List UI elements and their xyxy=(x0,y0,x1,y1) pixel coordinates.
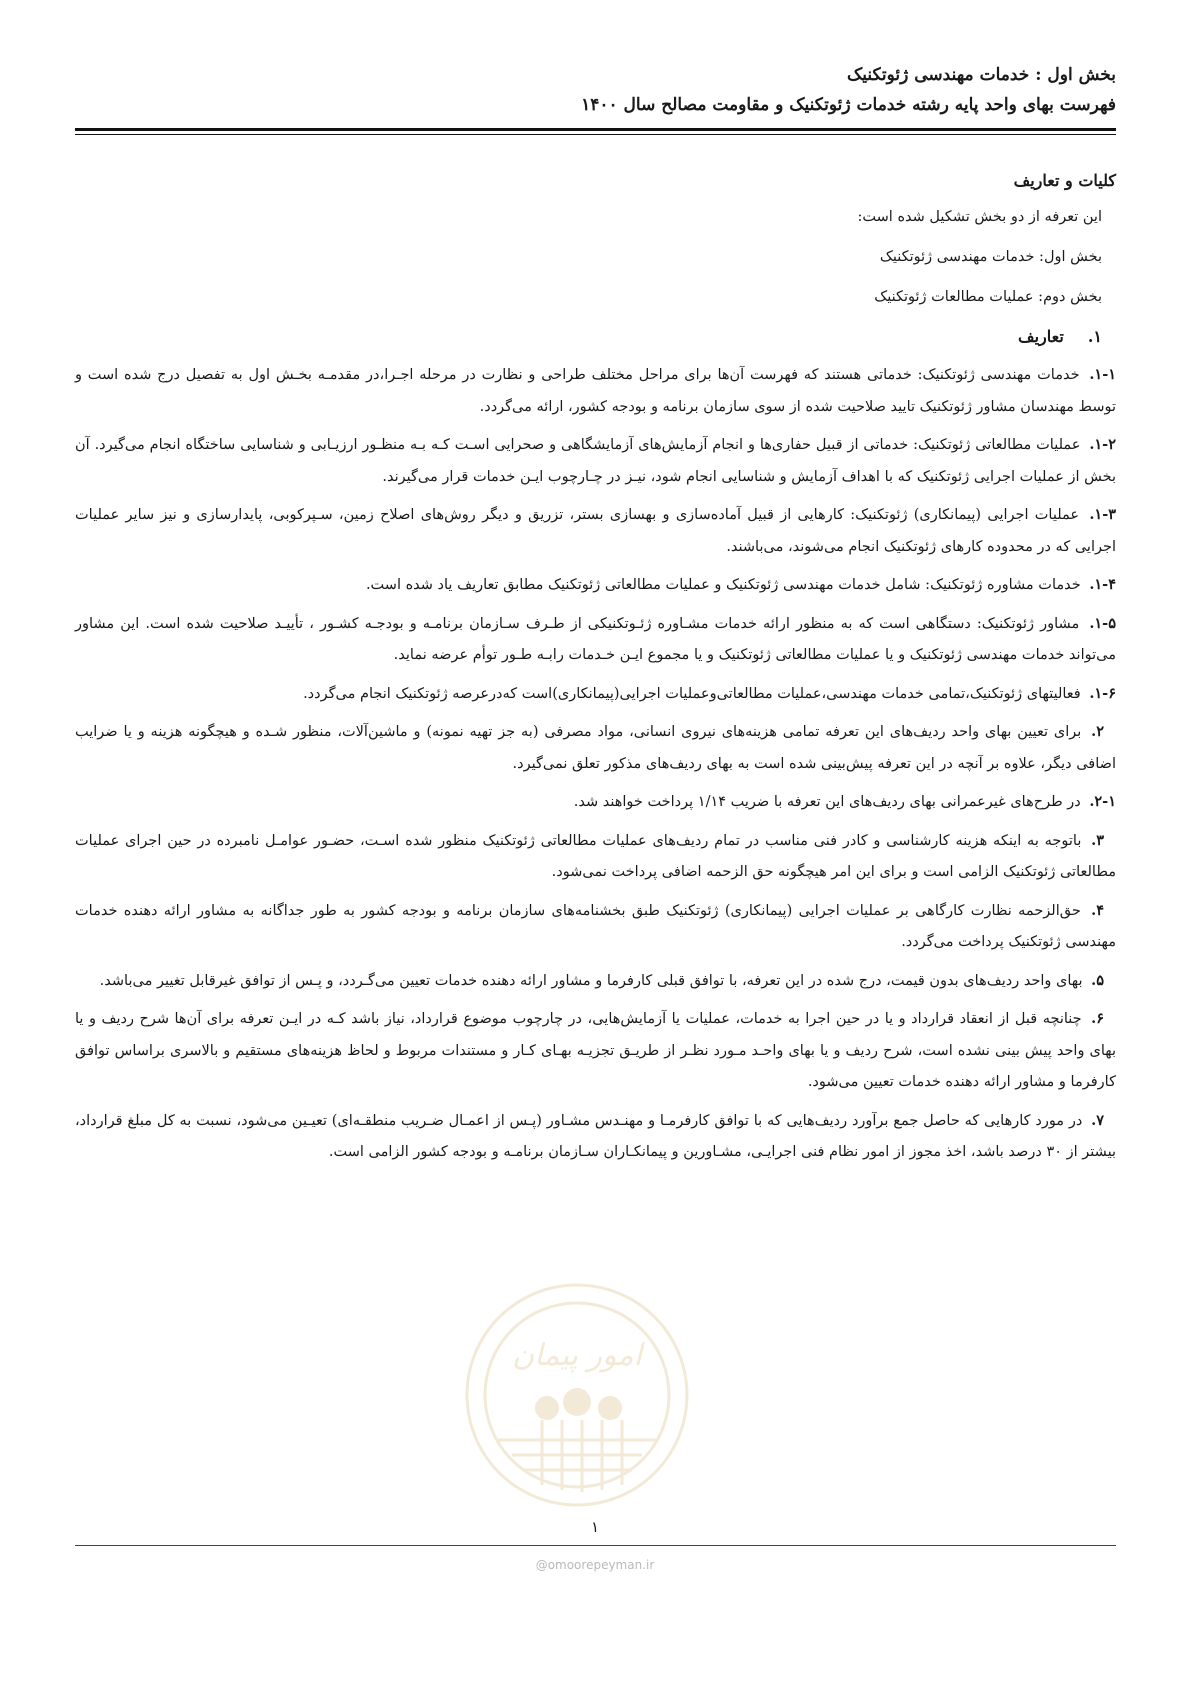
page-header xyxy=(75,60,1116,120)
clause-1-3 xyxy=(75,499,1116,563)
clause-text: برای تعیین بهای واحد ردیف‌های این تعرفه تمامی هزینه‌های نیروی انسانی، مواد مصرفی (به جز تهیه نمونه) و ماشین‌آلات، منظور شـده و هیچگونه هزینه و یا ضرایب اضافی دیگر، علاوه بر آنچه در این تعرفه پیش‌بینی شده است به بهای ردیف‌های مذکور تعلق نمی‌گیرد. xyxy=(75,724,1116,772)
intro-line: این تعرفه از دو بخش تشکیل شده است: xyxy=(857,209,1102,225)
watermark-logo-text: امور پیمان xyxy=(512,1338,642,1373)
definitions-number: ۱. xyxy=(1087,327,1102,346)
clause-6 xyxy=(75,1003,1116,1099)
definitions-heading xyxy=(75,319,1116,355)
clause-text: در مورد کارهایی که حاصل جمع برآورد ردیف‌هایی که با توافق کارفرمـا و مهنـدس مشـاور (پـس از اعمـال ضـریب منطقـه‌ای) تعیـین می‌شود، نسبت به کل مبلغ قرارداد، بیشتر از ۳۰ درصد باشد، اخذ مجوز از امور نظام فنی اجرایـی، مشـاورین و پیمانکـاران سـازمان برنامـه و بودجه کشور الزامی است. xyxy=(75,1112,1116,1160)
header-section-title: بخش اول : خدمات مهندسی ژئوتکنیک xyxy=(847,65,1116,85)
clause-1-1 xyxy=(75,359,1116,423)
intro-line: بخش اول: خدمات مهندسی ژئوتکنیک xyxy=(879,249,1102,265)
clause-text: در طرح‌های غیرعمرانی بهای ردیف‌های این تعرفه با ضریب ۱/۱۴ پرداخت خواهند شد. xyxy=(573,794,1081,810)
clause-1-4 xyxy=(75,569,1116,602)
clause-3 xyxy=(75,825,1116,889)
clause-2-1 xyxy=(75,786,1116,819)
clause-text: فعالیتهای ژئوتکنیک،تمامی خدمات مهندسی،عملیات مطالعاتی‌وعملیات اجرایی(پیمانکاری)است که‌درعرصه ژئوتکنیک انجام می‌گردد. xyxy=(303,685,1081,702)
clause-text: حق‌الزحمه نظارت کارگاهی بر عملیات اجرایی (پیمانکاری) ژئوتکنیک طبق بخشنامه‌های سازمان برنامه و بودجه کشور به طور جداگانه به مشاور ارائه دهنده خدمات مهندسی ژئوتکنیک پرداخت می‌گردد. xyxy=(75,902,1116,950)
general-title: کلیات و تعاریف xyxy=(1013,171,1116,190)
clause-number: ۱-۵. xyxy=(1089,614,1116,632)
clause-number: ۵. xyxy=(1091,971,1104,989)
clause-number: ۱-۴. xyxy=(1089,576,1116,593)
clause-number: ۱-۲. xyxy=(1089,436,1116,453)
clause-number: ۱-۱. xyxy=(1089,366,1117,383)
clause-text: عملیات مطالعاتی ژئوتکنیک: خدماتی از قبیل حفاری‌ها و انجام آزمایش‌های آزمایشگاهی و صحرایی اسـت کـه بـه منظـور ارزیـابی و شناسایی ساختگاه انجام می‌گیرد. آن بخش از عملیات اجرایی ژئوتکنیک که با اهداف آزمایش و شناسایی انجام شود، نیـز در چـارچوب ایـن خدمات قرار می‌گیرند. xyxy=(75,437,1116,485)
clause-4 xyxy=(75,895,1116,959)
clause-number: ۲-۱. xyxy=(1089,793,1116,810)
clause-text: خدمات مهندسی ژئوتکنیک: خدماتی هستند که فهرست آن‌ها برای مراحل مختلف طراحی و نظارت در مرحله اجـرا،در مقدمـه بخـش اول به تفصیل درج شده است و توسط مهندسان مشاور ژئوتکنیک تایید صلاحیت شده از سوی سازمان برنامه و بودجه کشور، ارائه می‌گردد. xyxy=(75,367,1116,415)
clause-1-5 xyxy=(75,608,1116,672)
clause-number: ۶. xyxy=(1091,1010,1104,1027)
intro-line: بخش دوم: عملیات مطالعات ژئوتکنیک xyxy=(874,289,1102,305)
footer-rule xyxy=(75,1545,1116,1546)
document-body xyxy=(75,165,1116,1175)
clause-1-2 xyxy=(75,429,1116,493)
clause-number: ۳. xyxy=(1091,831,1104,849)
clause-7 xyxy=(75,1105,1116,1169)
clause-1-6 xyxy=(75,678,1116,711)
clause-text: بهای واحد ردیف‌های بدون قیمت، درج شده در این تعرفه، با توافق قبلی کارفرما و مشاور ارائه دهنده خدمات تعیین می‌گـردد، و پـس از توافق غیرقابل تغییر می‌باشد. xyxy=(99,972,1083,989)
clause-text: چنانچه قبل از انعقاد قرارداد و یا در حین اجرا به خدمات، عملیات یا آزمایش‌هایی، در چارچوب موضوع قرارداد، نیاز باشد کـه در ایـن تعرفه برای آن‌ها شرح ردیف و یا بهای واحد پیش بینی نشده است، شرح ردیف و یا بهای واحـد مـورد نظـر از طریـق تجزیـه بهـای کـار و مستندات مربوط و لحاظ هزینه‌های مستقیم و بالاسری براساس توافق کارفرما و مشاور ارائه دهنده خدمات تعیین می‌شود. xyxy=(75,1011,1116,1090)
clause-text: عملیات اجرایی (پیمانکاری) ژئوتکنیک: کارهایی از قبیل آماده‌سازی و بهسازی بستر، تزریق و دیگر روش‌های اصلاح زمین، سـپرکوبی، پایدارسازی و نیز سایر عملیات اجرایی که در محدوده کارهای ژئوتکنیک انجام می‌شوند، می‌باشند. xyxy=(75,507,1116,555)
clause-number: ۷. xyxy=(1091,1111,1104,1129)
clause-5 xyxy=(75,965,1116,998)
page-number: ۱ xyxy=(590,1518,600,1536)
header-rule-thin xyxy=(75,134,1116,135)
gear-seal-icon xyxy=(452,1270,702,1520)
clause-number: ۱-۶. xyxy=(1089,684,1116,702)
clause-text: خدمات مشاوره ژئوتکنیک: شامل خدمات مهندسی ژئوتکنیک و عملیات مطالعاتی ژئوتکنیک مطابق تعاریف یاد شده است. xyxy=(365,577,1081,593)
footer-website-link[interactable]: @omoorepeyman.ir xyxy=(535,1558,655,1572)
header-document-title: فهرست بهای واحد پایه رشته خدمات ژئوتکنیک و مقاومت مصالح سال ۱۴۰۰ xyxy=(581,95,1116,115)
clause-number: ۲. xyxy=(1091,723,1104,740)
clause-number: ۴. xyxy=(1091,901,1104,919)
clause-text: باتوجه به اینکه هزینه کارشناسی و کادر فنی مناسب در تمام ردیف‌های عملیات مطالعاتی ژئوتکنیک منظور شده اسـت، حضـور عوامـل نامبرده در حین اجرای عملیات مطالعاتی ژئوتکنیک الزامی است و برای این امر هیچگونه حق الزحمه اضافی پرداخت نمی‌شود. xyxy=(75,832,1116,880)
definitions-title: تعاریف xyxy=(1018,327,1064,346)
clause-number: ۱-۳. xyxy=(1089,506,1117,523)
clause-2 xyxy=(75,716,1116,780)
clause-text: مشاور ژئوتکنیک: دستگاهی است که به منظور ارائه خدمات مشـاوره ژئـوتکنیکی از طـرف سـازمان برنامـه و بودجـه کشـور ، تأییـد صلاحیت شده است. این مشاور می‌تواند خدمات مهندسی ژئوتکنیک و یا عملیات مطالعاتی ژئوتکنیک و یا مجموع ایـن خـدمات رابـه طـور توأم عرضه نماید. xyxy=(75,615,1116,663)
watermark-logo xyxy=(452,1270,702,1520)
header-rule-thick xyxy=(75,128,1116,131)
